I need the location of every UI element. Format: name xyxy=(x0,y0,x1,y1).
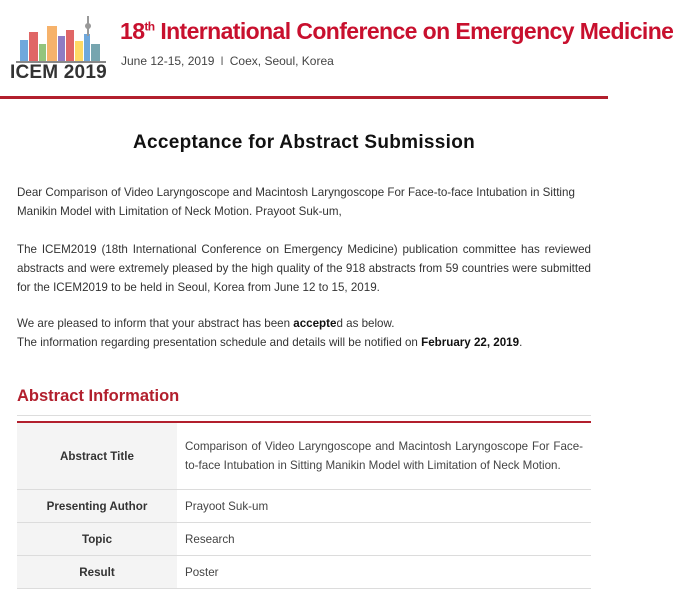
logo-text: ICEM 2019 xyxy=(10,62,107,83)
row-label: Topic xyxy=(17,523,177,556)
accept-text-post: d as below. xyxy=(336,317,395,330)
conference-title xyxy=(120,18,673,45)
row-label: Abstract Title xyxy=(17,422,177,490)
conference-header xyxy=(0,0,673,96)
acceptance-paragraph xyxy=(17,314,591,352)
table-row xyxy=(17,490,591,523)
section-title: Abstract Information xyxy=(17,387,180,405)
title-ordinal: th xyxy=(144,19,155,34)
notify-text-post: . xyxy=(519,336,523,349)
conference-details xyxy=(121,54,334,68)
title-number: 18 xyxy=(120,18,145,44)
row-label: Result xyxy=(17,556,177,589)
row-value: Poster xyxy=(177,556,591,589)
conference-location: Coex, Seoul, Korea xyxy=(229,54,334,68)
notify-text-pre: The information regarding presentation schedule and details will be notified on xyxy=(17,336,422,349)
table-row xyxy=(17,422,591,490)
title-rest: International Conference on Emergency Medicine xyxy=(154,18,673,44)
row-value: Comparison of Video Laryngoscope and Macintosh Laryngoscope For Face-to-face Intubation in Sitting Manikin Model with Limitation of Neck Motion. xyxy=(177,422,591,490)
intro-paragraph: The ICEM2019 (18th International Conference on Emergency Medicine) publication committee has reviewed abstracts and were extremely pleased by the high quality of the 918 abstracts from 59 countries were submitted for the ICEM2019 to be held in Seoul, Korea from June 12 to 15, 2019. xyxy=(17,243,591,294)
table-row xyxy=(17,523,591,556)
table-row xyxy=(17,556,591,589)
conference-dates: June 12-15, 2019 xyxy=(121,54,215,68)
details-separator: I xyxy=(220,54,224,68)
abstract-info-table xyxy=(17,421,591,589)
page-title: Acceptance for Abstract Submission xyxy=(132,132,476,153)
row-value: Research xyxy=(177,523,591,556)
row-value: Prayoot Suk-um xyxy=(177,490,591,523)
seoul-skyline-icon xyxy=(16,14,106,64)
accept-word: accepte xyxy=(293,317,337,330)
greeting-paragraph: Dear Comparison of Video Laryngoscope and Macintosh Laryngoscope For Face-to-face Intubation in Sitting Manikin Model with Limitation of Neck Motion. Prayoot Suk-um, xyxy=(17,186,575,218)
header-divider xyxy=(0,96,608,99)
section-divider xyxy=(17,415,591,416)
row-label: Presenting Author xyxy=(17,490,177,523)
notify-date: February 22, 2019 xyxy=(421,336,520,349)
accept-text-pre: We are pleased to inform that your abstract has been xyxy=(17,317,294,330)
icem-logo xyxy=(10,10,110,90)
